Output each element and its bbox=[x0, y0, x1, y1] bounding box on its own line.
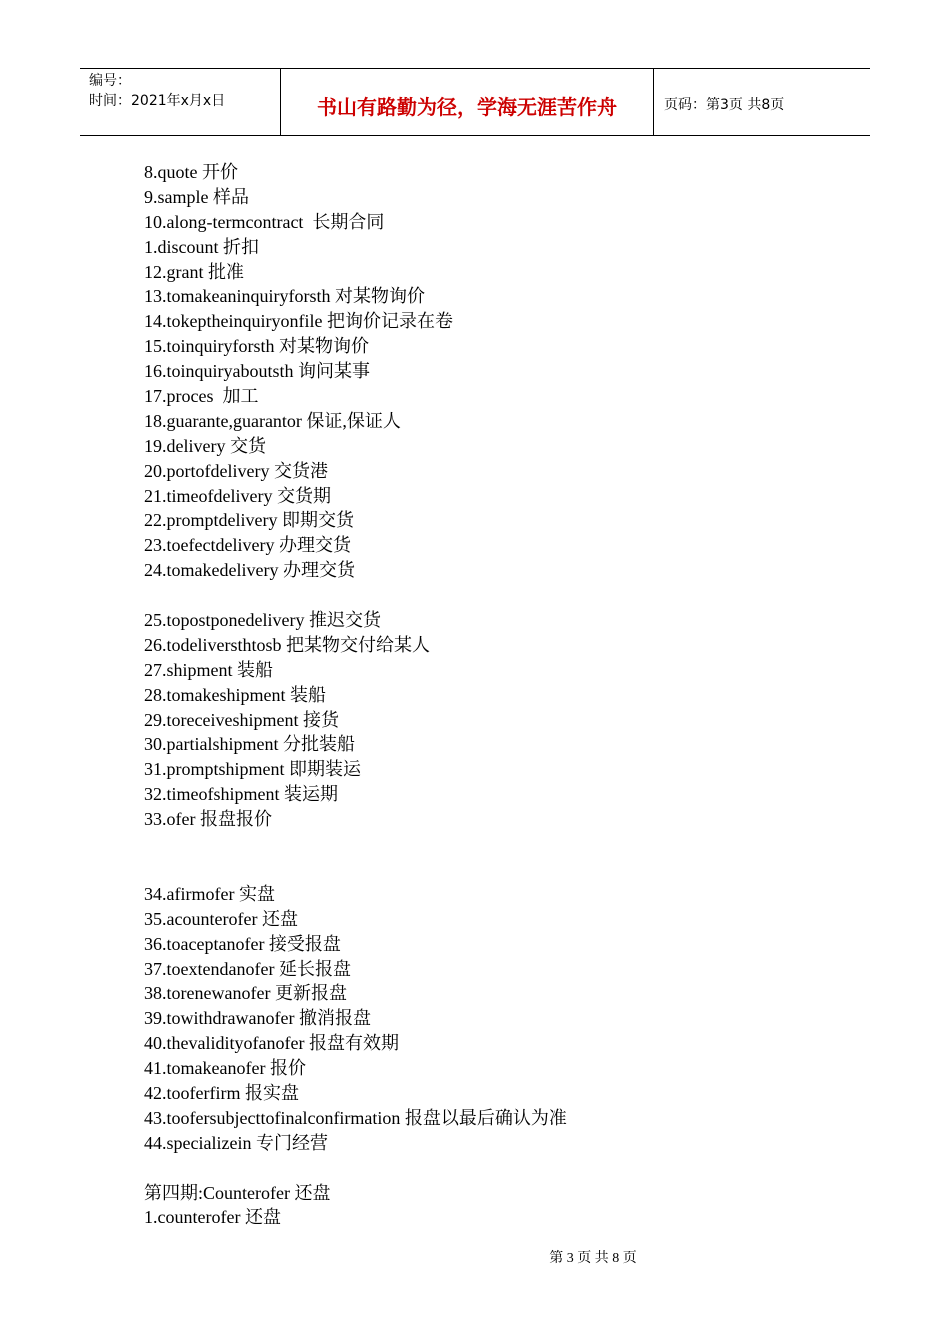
vocabulary-line: 39.towithdrawanofer 撤消报盘 bbox=[144, 1008, 371, 1029]
vocabulary-line: 43.toofersubjecttofinalconfirmation 报盘以最后确认为准 bbox=[144, 1107, 567, 1128]
page-header bbox=[80, 68, 870, 136]
vocabulary-line: 31.promptshipment 即期装运 bbox=[144, 759, 361, 780]
vocabulary-line: 33.ofer 报盘报价 bbox=[144, 809, 272, 830]
vocabulary-line: 40.thevalidityofanofer 报盘有效期 bbox=[144, 1033, 399, 1054]
vocabulary-line: 29.toreceiveshipment 接货 bbox=[144, 709, 339, 730]
page-footer: 第 3 页 共 8 页 bbox=[549, 1251, 637, 1266]
vocabulary-line: 17.proces 加工 bbox=[144, 386, 259, 407]
vocabulary-line: 30.partialshipment 分批装船 bbox=[144, 734, 355, 755]
vocabulary-line: 18.guarante,guarantor 保证,保证人 bbox=[144, 410, 401, 431]
vocabulary-line: 44.specializein 专门经营 bbox=[144, 1132, 328, 1153]
vocabulary-line: 15.toinquiryforsth 对某物询价 bbox=[144, 336, 369, 357]
header-info-cell bbox=[80, 69, 281, 135]
vocabulary-line: 9.sample 样品 bbox=[144, 186, 249, 207]
vocabulary-line: 14.tokeptheinquiryonfile 把询价记录在卷 bbox=[144, 311, 453, 332]
vocabulary-line: 38.torenewanofer 更新报盘 bbox=[144, 983, 347, 1004]
vocabulary-line: 28.tomakeshipment 装船 bbox=[144, 684, 326, 705]
vocabulary-line: 23.toefectdelivery 办理交货 bbox=[144, 535, 351, 556]
vocabulary-line: 25.topostponedelivery 推迟交货 bbox=[144, 610, 381, 631]
vocabulary-line: 42.tooferfirm 报实盘 bbox=[144, 1082, 299, 1103]
vocabulary-line: 35.acounterofer 还盘 bbox=[144, 908, 298, 929]
vocabulary-line: 16.toinquiryaboutsth 询问某事 bbox=[144, 361, 370, 382]
vocabulary-line: 21.timeofdelivery 交货期 bbox=[144, 485, 331, 506]
vocabulary-line: 1.counterofer 还盘 bbox=[144, 1207, 281, 1228]
vocabulary-line: 27.shipment 装船 bbox=[144, 659, 273, 680]
vocabulary-line: 37.toextendanofer 延长报盘 bbox=[144, 958, 351, 979]
vocabulary-line: 34.afirmofer 实盘 bbox=[144, 883, 275, 904]
blank-line bbox=[144, 857, 844, 882]
vocabulary-line: 20.portofdelivery 交货港 bbox=[144, 460, 328, 481]
vocabulary-line: 1.discount 折扣 bbox=[144, 236, 259, 257]
blank-line bbox=[144, 832, 844, 857]
vocabulary-line: 24.tomakedelivery 办理交货 bbox=[144, 560, 355, 581]
blank-line bbox=[144, 583, 844, 608]
vocabulary-line: 10.along-termcontract 长期合同 bbox=[144, 211, 385, 232]
document-number-label: 编号： bbox=[89, 73, 131, 89]
vocabulary-list bbox=[144, 160, 844, 1230]
blank-line bbox=[144, 1156, 844, 1181]
header-motto: 书山有路勤为径，学海无涯苦作舟 bbox=[281, 69, 654, 135]
vocabulary-line: 41.tomakeanofer 报价 bbox=[144, 1058, 306, 1079]
header-page-info: 页码：第3页 共8页 bbox=[664, 97, 785, 113]
vocabulary-line: 22.promptdelivery 即期交货 bbox=[144, 510, 354, 531]
vocabulary-line: 36.toaceptanofer 接受报盘 bbox=[144, 933, 341, 954]
vocabulary-line: 12.grant 批准 bbox=[144, 261, 244, 282]
vocabulary-line: 8.quote 开价 bbox=[144, 162, 238, 182]
vocabulary-line: 19.delivery 交货 bbox=[144, 435, 266, 456]
vocabulary-line: 13.tomakeaninquiryforsth 对某物询价 bbox=[144, 286, 425, 307]
vocabulary-line: 32.timeofshipment 装运期 bbox=[144, 784, 338, 805]
vocabulary-line: 第四期:Counterofer 还盘 bbox=[144, 1182, 331, 1203]
document-date-label: 时间：2021年x月x日 bbox=[89, 93, 226, 109]
vocabulary-line: 26.todeliversthtosb 把某物交付给某人 bbox=[144, 634, 430, 655]
